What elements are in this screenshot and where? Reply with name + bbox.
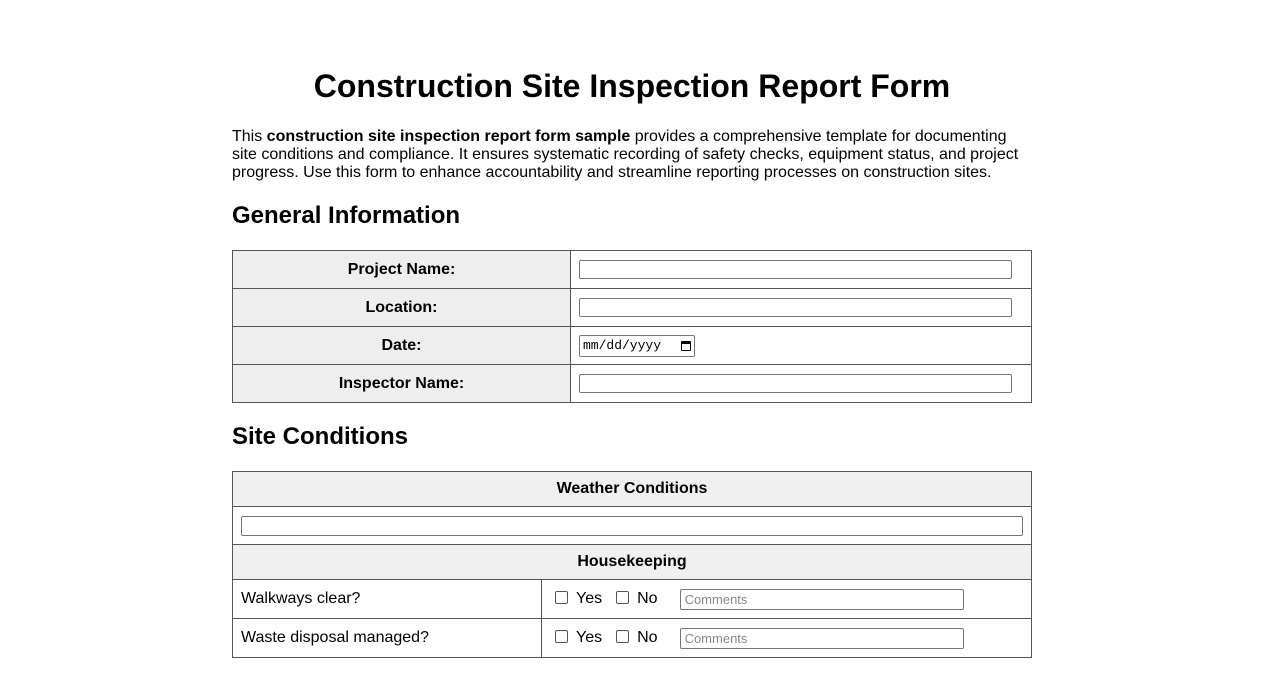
- inspector-name-input[interactable]: [579, 374, 1012, 393]
- housekeeping-header: Housekeeping: [233, 545, 1032, 580]
- comments-input[interactable]: Comments: [680, 628, 964, 649]
- question-label: Waste disposal managed?: [233, 619, 542, 658]
- table-row: [233, 619, 1032, 658]
- no-label: No: [637, 629, 658, 646]
- intro-pre: This: [232, 128, 267, 145]
- yes-checkbox[interactable]: [555, 591, 568, 604]
- question-label: Walkways clear?: [233, 580, 542, 619]
- weather-input[interactable]: [241, 516, 1023, 536]
- general-info-table: [232, 250, 1032, 403]
- section-heading-general: General Information: [232, 202, 461, 229]
- field-label: Project Name:: [233, 251, 571, 289]
- project-name-input[interactable]: [579, 260, 1012, 279]
- table-row: [233, 580, 1032, 619]
- weather-header: Weather Conditions: [233, 472, 1032, 507]
- table-row: [233, 251, 1032, 289]
- page-title: Construction Site Inspection Report Form: [313, 68, 951, 104]
- yes-label: Yes: [576, 590, 603, 607]
- intro-post: provides a comprehensive template for documenting site conditions and compliance. It ensures systematic recording of safety checks, equipment status, and project progress. Use this form to enhance accountability and streamline reporting processes on construction sites.: [232, 128, 1019, 181]
- site-conditions-table: [232, 471, 1032, 658]
- field-label: Location:: [233, 289, 571, 327]
- location-input[interactable]: [579, 298, 1012, 317]
- date-input[interactable]: [579, 335, 695, 357]
- field-label: Inspector Name:: [233, 365, 571, 403]
- no-checkbox[interactable]: [616, 591, 629, 604]
- comments-input[interactable]: Comments: [680, 589, 964, 610]
- yes-checkbox[interactable]: [555, 630, 568, 643]
- no-label: No: [637, 590, 658, 607]
- no-checkbox[interactable]: [616, 630, 629, 643]
- table-row: [233, 327, 1032, 365]
- calendar-icon[interactable]: [681, 341, 691, 351]
- table-row: [233, 365, 1032, 403]
- table-row: [233, 289, 1032, 327]
- intro-bold: construction site inspection report form sample: [266, 128, 631, 145]
- section-heading-site: Site Conditions: [232, 423, 408, 450]
- field-label: Date:: [233, 327, 571, 365]
- yes-label: Yes: [576, 629, 603, 646]
- intro-text: [232, 128, 1032, 182]
- date-placeholder: mm/dd/yyyy: [583, 338, 662, 353]
